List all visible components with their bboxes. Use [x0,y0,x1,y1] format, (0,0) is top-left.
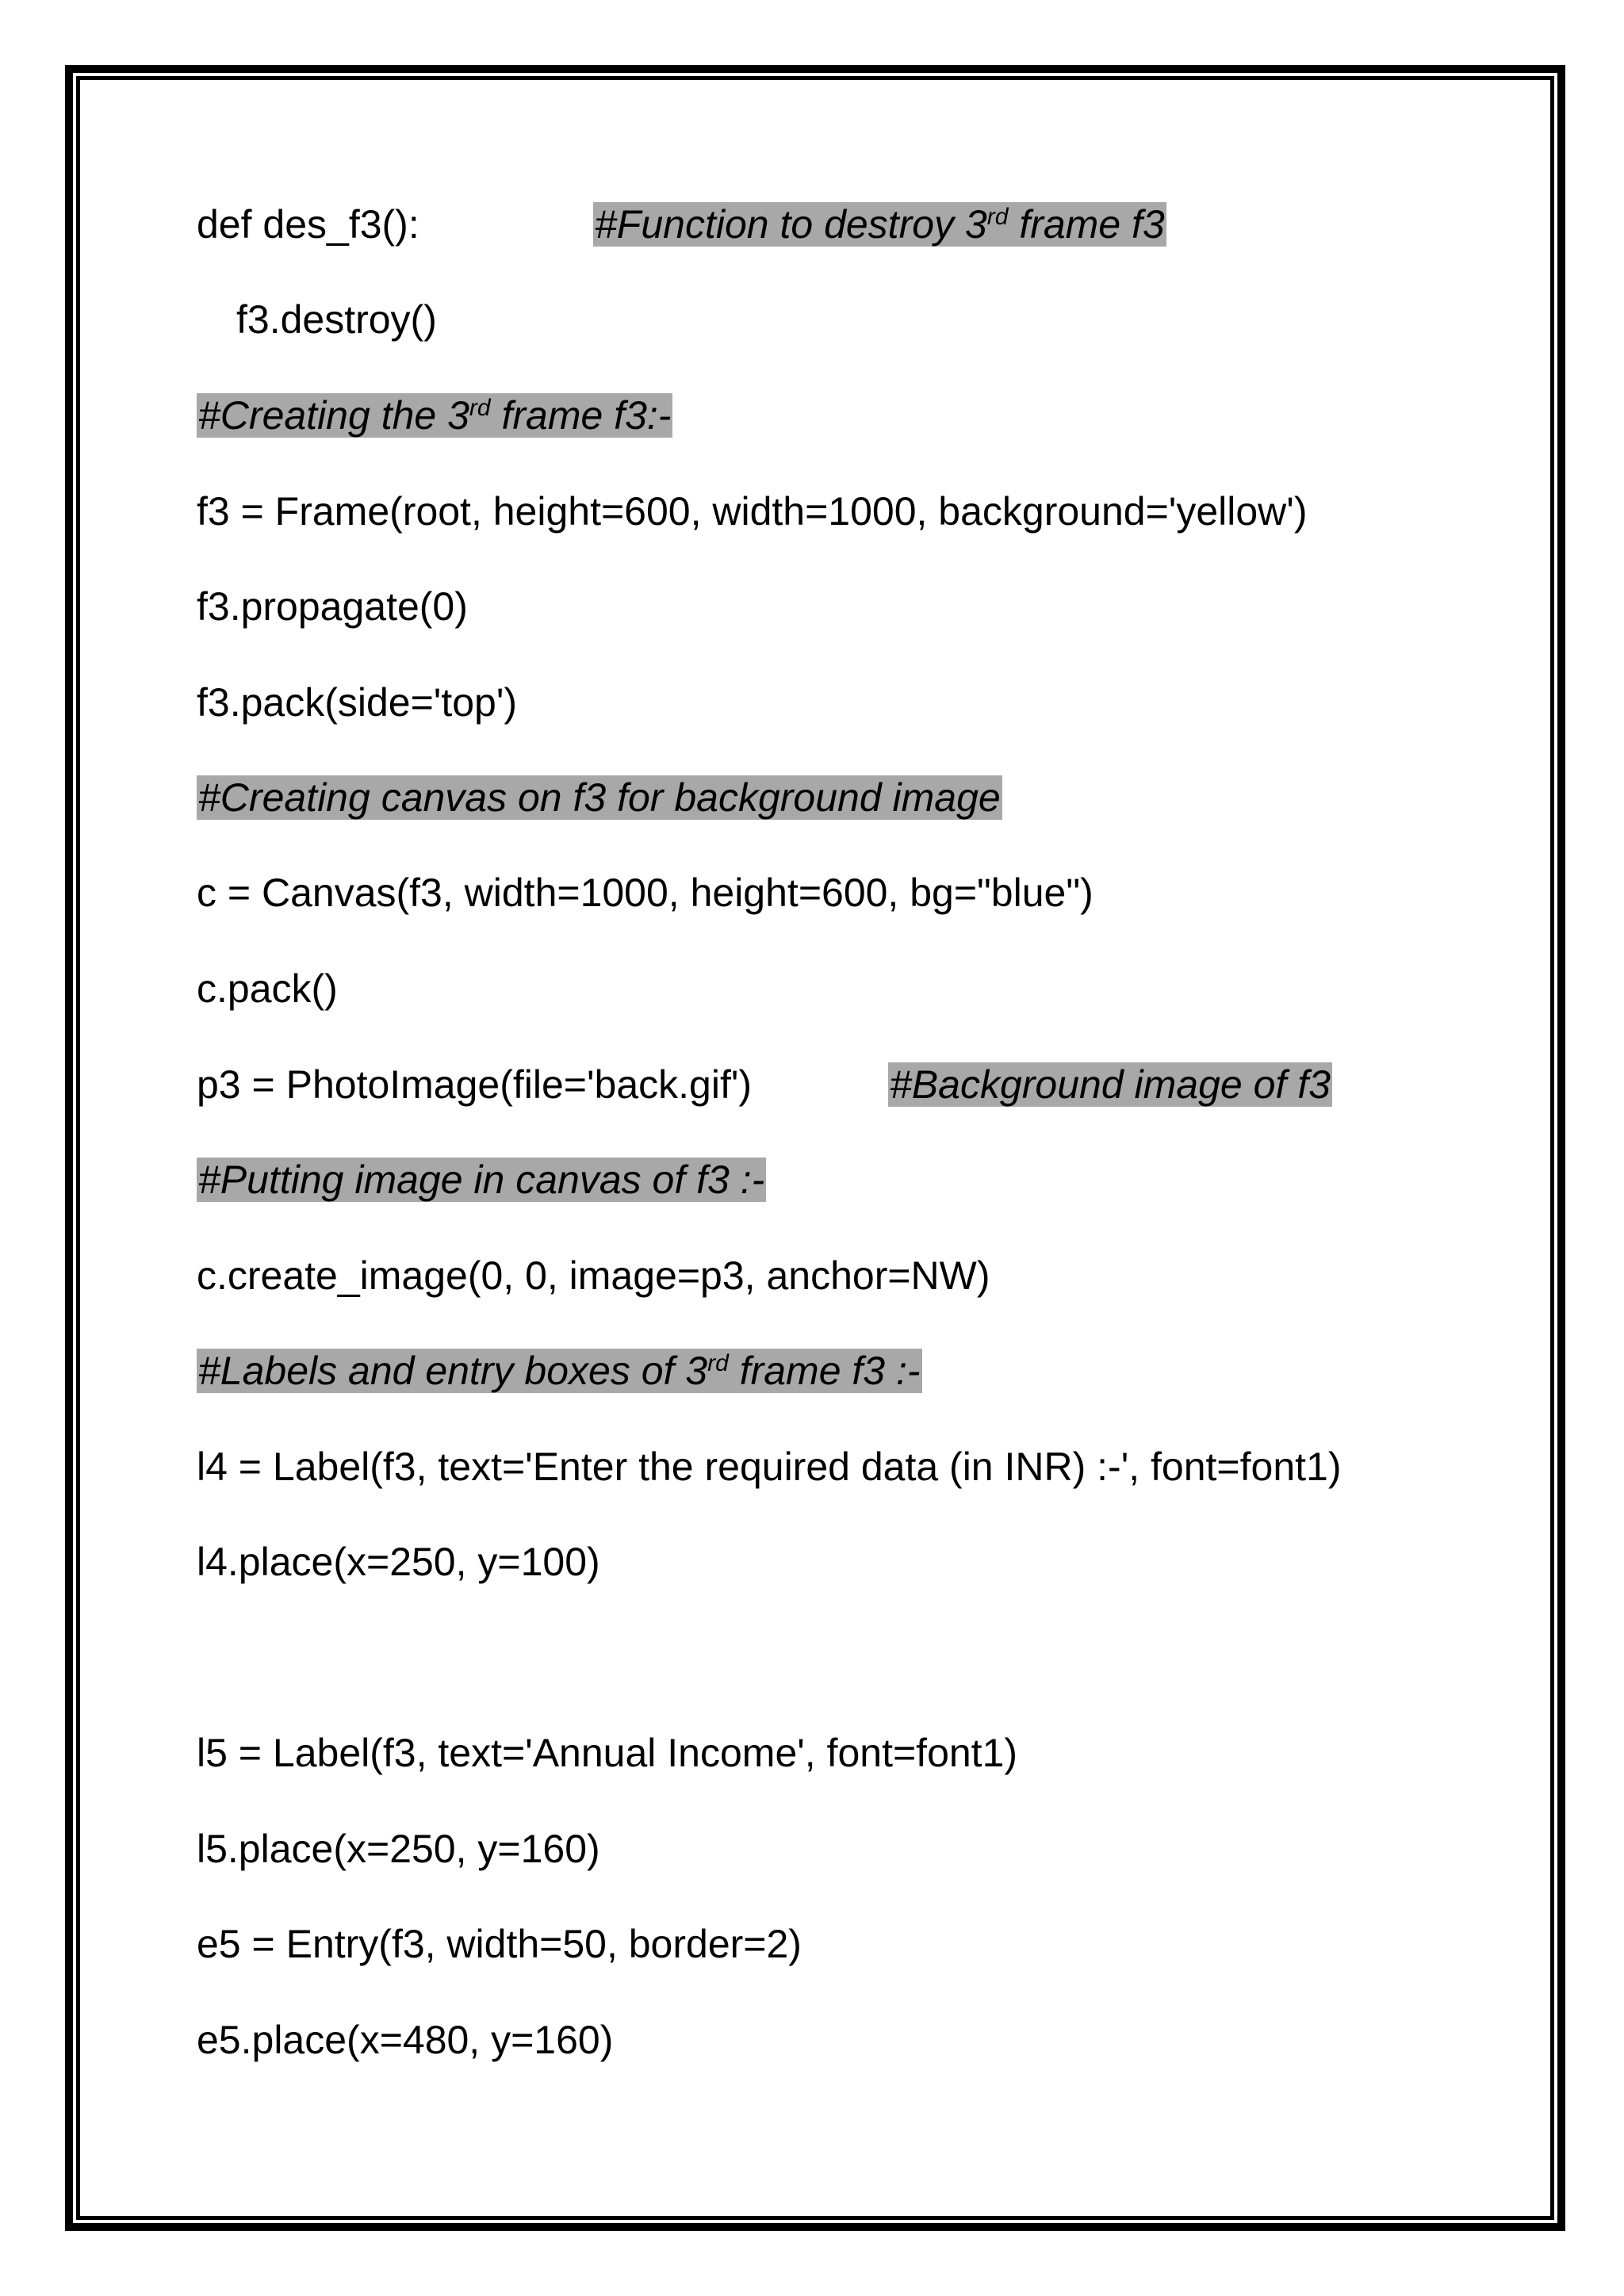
code-line-canvas-pack: c.pack() [197,966,338,1011]
comment-create-canvas: #Creating canvas on f3 for background image [198,775,1001,820]
code-line-create-image: c.create_image(0, 0, image=p3, anchor=NW) [197,1253,990,1298]
code-line-frame: f3 = Frame(root, height=600, width=1000, background='yellow') [197,489,1308,534]
code-line-label-l5: l5 = Label(f3, text='Annual Income', font=font1) [197,1731,1018,1775]
code-line-def: def des_f3(): [197,202,419,247]
comment-background-image: #Background image of f3 [890,1062,1331,1107]
code-line-pack: f3.pack(side='top') [197,680,518,725]
comment-destroy-function: #Function to destroy 3rd frame f3 [595,202,1165,247]
code-line-entry-e5: e5 = Entry(f3, width=50, border=2) [197,1922,802,1966]
code-line-place-e5: e5.place(x=480, y=160) [197,2018,614,2062]
code-line-propagate: f3.propagate(0) [197,584,468,629]
comment-put-image: #Putting image in canvas of f3 :- [198,1158,765,1202]
code-line-label-l4: l4 = Label(f3, text='Enter the required data (in INR) :-', font=font1) [197,1445,1342,1489]
comment-create-frame: #Creating the 3rd frame f3:- [198,393,672,438]
code-line-canvas: c = Canvas(f3, width=1000, height=600, bg="blue") [197,871,1094,915]
code-line-destroy: f3.destroy() [236,297,437,342]
code-line-place-l4: l4.place(x=250, y=100) [197,1540,600,1584]
code-line-photoimage: p3 = PhotoImage(file='back.gif') [197,1062,753,1107]
comment-labels-entries: #Labels and entry boxes of 3rd frame f3 :- [198,1349,921,1393]
code-line-place-l5: l5.place(x=250, y=160) [197,1827,600,1871]
